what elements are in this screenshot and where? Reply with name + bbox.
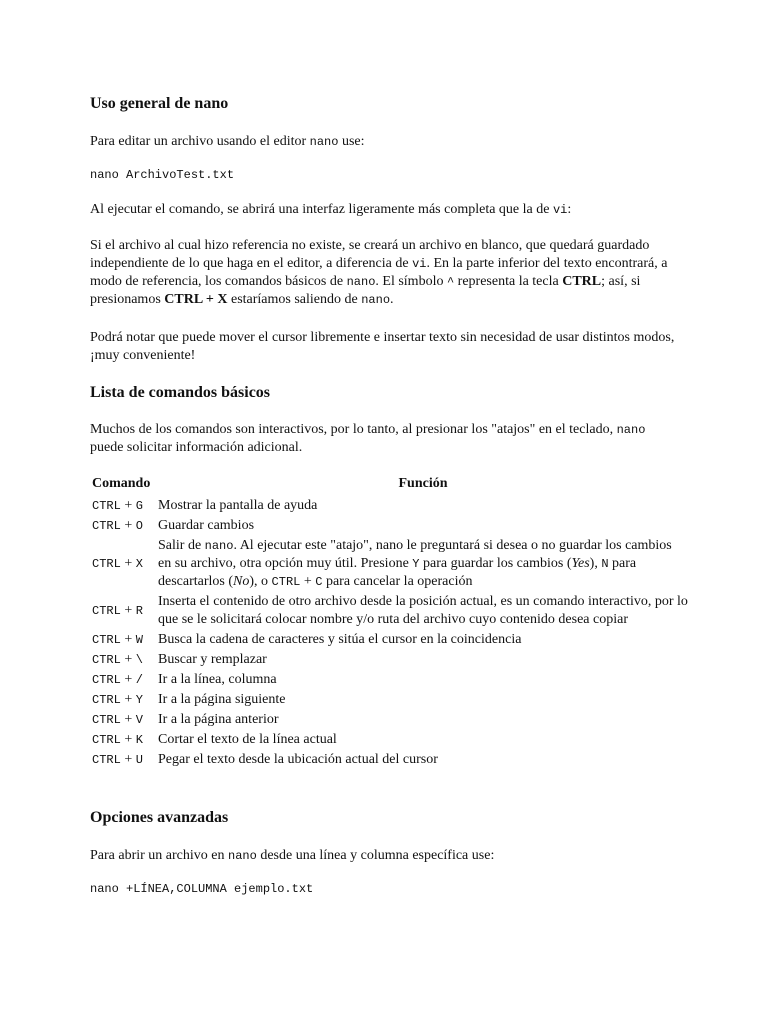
text-part: . [390,292,394,307]
table-row [90,496,690,516]
command-description: Inserta el contenido de otro archivo desde la posición actual, es un comando interactivo, por lo que se le solicitará colocar nombre y/o ruta del archivo cuyo contenido desea copiar [158,594,688,627]
command-description: Ir a la página siguiente [158,692,286,707]
intro-text-end: use: [338,134,365,149]
ctrl-label: CTRL [92,693,121,707]
plus-sign: + [124,672,133,687]
command-key [90,710,156,730]
command-description: Pegar el texto desde la ubicación actual del cursor [158,752,438,767]
section-title-comandos: Lista de comandos básicos [90,384,271,401]
ctrl-label: CTRL [92,753,121,767]
text-part: Si el archivo al cual hizo referencia no existe, se creará un archivo en blanco, que quedará guardado independiente de lo que haga en el editor, a diferencia de [90,238,650,271]
key-letter: U [135,753,143,767]
command-description: Mostrar la pantalla de ayuda [158,498,318,513]
paragraph-new-file [90,237,680,309]
table-row [90,536,690,592]
text-part: para guardar los cambios ( [419,556,572,571]
table-row [90,516,690,536]
inline-code: nano [309,135,339,149]
inline-code: Y [412,557,420,571]
key-letter: R [135,604,143,618]
ctrl-label: CTRL [92,633,121,647]
plus-sign: + [124,632,133,647]
key-letter: Y [135,693,143,707]
command-key [90,670,156,690]
inline-code: vi [412,257,427,271]
commands-intro-paragraph [90,421,680,457]
text-part: Muchos de los comandos son interactivos, por lo tanto, al presionar los "atajos" en el teclado, [90,422,617,437]
inline-code: CTRL [271,575,301,589]
command-key [90,630,156,650]
command-description: Cortar el texto de la línea actual [158,732,337,747]
plus-sign: + [124,518,133,533]
section-title-uso-general: Uso general de nano [90,95,229,112]
text-part: + [300,574,316,589]
key-letter: / [135,673,143,687]
inline-code: vi [552,203,568,217]
text-part: ), o [249,574,272,589]
text-part: puede solicitar información adicional. [90,440,303,455]
plus-sign: + [124,603,133,618]
header-function: Función [398,476,448,491]
command-description: Guardar cambios [158,518,255,533]
command-key [90,650,156,670]
table-row [90,650,690,670]
command-description: Ir a la línea, columna [158,672,277,687]
key-letter: K [135,733,143,747]
paragraph-text: Al ejecutar el comando, se abrirá una interfaz ligeramente más completa que la de [90,202,553,217]
command-key [90,730,156,750]
advanced-intro-paragraph [90,847,680,865]
command-description: Ir a la página anterior [158,712,279,727]
command-example-2: nano +LÍNEA,COLUMNA ejemplo.txt [90,882,314,896]
ctrl-label: CTRL [92,733,121,747]
table-row [90,730,690,750]
text-part: estaríamos saliendo de [227,292,362,307]
commands-table [90,474,690,770]
paragraph-text-end: : [567,202,572,217]
text-part: Salir de [158,538,205,553]
key-letter: \ [135,653,143,667]
bold-key: CTRL [562,274,602,289]
plus-sign: + [124,652,133,667]
paragraph-interface [90,201,680,219]
ctrl-label: CTRL [92,519,121,533]
ctrl-label: CTRL [92,713,121,727]
table-header-row [90,474,690,496]
ctrl-label: CTRL [92,604,121,618]
plus-sign: + [124,692,133,707]
table-row [90,592,690,630]
ctrl-label: CTRL [92,653,121,667]
text-part: representa la tecla [454,274,563,289]
plus-sign: + [124,732,133,747]
table-row [90,710,690,730]
inline-code: nano [361,293,391,307]
text-part: para descartarlos ( [158,556,637,589]
table-row [90,690,690,710]
italic-text: No [233,574,250,589]
ctrl-label: CTRL [92,673,121,687]
key-letter: O [135,519,143,533]
key-letter: G [135,499,143,513]
ctrl-label: CTRL [92,499,121,513]
text-part: . Al ejecutar este "atajo", nano le preguntará si desea o no guardar los cambios en su archivo, otra opción muy útil. Presione [158,538,672,571]
plus-sign: + [124,712,133,727]
intro-text: Para editar un archivo usando el editor [90,134,310,149]
inline-code: C [315,575,323,589]
plus-sign: + [124,498,133,513]
command-description: Buscar y remplazar [158,652,267,667]
text-part: para cancelar la operación [322,574,473,589]
table-row [90,750,690,770]
inline-code: ^ [446,275,455,289]
command-key [90,516,156,536]
bold-key: CTRL + X [164,292,228,307]
text-part: ; así, si presionamos [90,274,641,307]
command-key [90,690,156,710]
section-title-opciones: Opciones avanzadas [90,809,229,826]
command-example-1: nano ArchivoTest.txt [90,168,235,182]
text-part: ), [589,556,602,571]
command-description: Busca la cadena de caracteres y sitúa el cursor en la coincidencia [158,632,522,647]
inline-code: nano [616,423,646,437]
command-key [90,750,156,770]
inline-code: N [601,557,609,571]
inline-code: nano [346,275,376,289]
command-key [90,496,156,516]
italic-text: Yes [571,556,590,571]
text-part: desde una línea y columna específica use: [256,848,495,863]
plus-sign: + [124,556,133,571]
plus-sign: + [124,752,133,767]
table-row [90,630,690,650]
key-letter: V [135,713,143,727]
text-part: . En la parte inferior del texto encontrará, a modo de referencia, los comandos básicos de [90,256,668,289]
text-part: . El símbolo [375,274,447,289]
table-row [90,670,690,690]
inline-code: nano [228,849,257,863]
paragraph-cursor: Podrá notar que puede mover el cursor libremente e insertar texto sin necesidad de usar distintos modos, ¡muy conveniente! [90,330,675,363]
command-key [90,592,156,630]
ctrl-label: CTRL [92,557,121,571]
header-command: Comando [92,476,151,491]
inline-code: nano [204,539,234,553]
text-part: Para abrir un archivo en [90,848,228,863]
command-key [90,536,156,592]
key-letter: X [135,557,143,571]
command-description [156,536,690,592]
intro-paragraph [90,133,680,151]
key-letter: W [135,633,143,647]
